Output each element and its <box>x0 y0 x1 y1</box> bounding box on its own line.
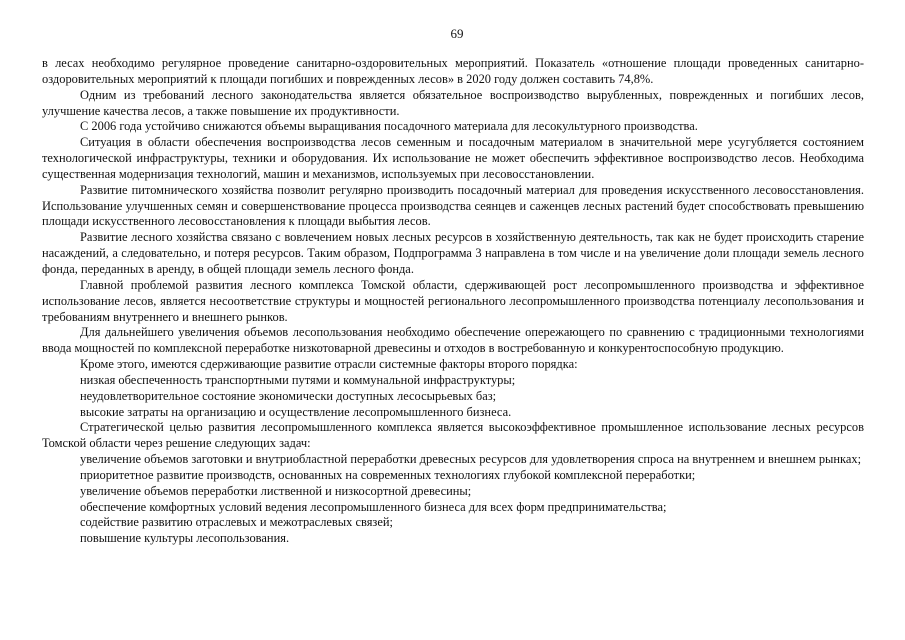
factor-item: высокие затраты на организацию и осуществление лесопромышленного бизнеса. <box>80 404 512 419</box>
factor-item: низкая обеспеченность транспортными путями и коммунальной инфраструктуры; <box>80 372 516 387</box>
task-item: обеспечение комфортных условий ведения лесопромышленного бизнеса для всех форм предпринимательства; <box>80 499 667 514</box>
paragraph-continuation: в лесах необходимо регулярное проведение санитарно-оздоровительных мероприятий. Показатель «отношение площади проведенных санитарно-оздоровительных мероприятий к площади погибших и поврежденных лесов» в 2020 году должен составить 74,8%. <box>42 56 864 86</box>
paragraph-infrastructure-situation: Ситуация в области обеспечения воспроизводства лесов семенным и посадочным материалом в значительной мере усугубляется состоянием технологической инфраструктуры, техники и оборудования. Их использование не может обеспечить эффективное воспроизводство лесов. Необходима существенная модернизация технологий, машин и механизмов, используемых при лесовосстановлении. <box>42 135 864 181</box>
paragraph-strategic-goal: Стратегической целью развития лесопромышленного комплекса является высокоэффективное промышленное использование лесных ресурсов Томской области через решение следующих задач: <box>42 420 864 451</box>
paragraph-factors-intro: Кроме этого, имеются сдерживающие развитие отрасли системные факторы второго порядка: <box>80 357 578 372</box>
paragraph-nursery-development: Развитие питомнического хозяйства позволит регулярно производить посадочный материал для проведения искусственного лесовосстановления. Использование улучшенных семян и совершенствование процесса производства сеянцев и саженцев лесных растений будет способствовать превышению площади искусственного лесовосстановления к площади выбытия лесов. <box>42 182 864 229</box>
paragraph-planting-material-decline: С 2006 года устойчиво снижаются объемы выращивания посадочного материала для лесокультурного производства. <box>80 119 698 134</box>
task-item: содействие развитию отраслевых и межотраслевых связей; <box>80 515 393 530</box>
paragraph-reforestation-requirement: Одним из требований лесного законодательства является обязательное воспроизводство вырубленных, поврежденных и погибших лесов, улучшение качества лесов, а также повышение их продуктивности. <box>42 87 864 118</box>
task-item: приоритетное развитие производств, основанных на современных технологиях глубокой комплексной переработки; <box>80 467 696 482</box>
page-number: 69 <box>450 26 464 41</box>
factor-item: неудовлетворительное состояние экономически доступных лесосырьевых баз; <box>80 388 497 403</box>
task-item: повышение культуры лесопользования. <box>80 531 290 546</box>
paragraph-forestry-development: Развитие лесного хозяйства связано с вовлечением новых лесных ресурсов в хозяйственную деятельность, так как не будет происходить старение насаждений, а следовательно, и потеря ресурсов. Таким образом, Подпрограмма 3 направлена в том числе и на увеличение доли площади земель лесного фонда, переданных в аренду, в общей площади земель лесного фонда. <box>42 230 864 276</box>
document-page <box>42 26 864 547</box>
task-item: увеличение объемов заготовки и внутриобластной переработки древесных ресурсов для удовлетворения спроса на внутреннем и внешнем рынках; <box>80 452 862 467</box>
paragraph-main-problem: Главной проблемой развития лесного комплекса Томской области, сдерживающей рост лесопромышленного производства и эффективное использование лесов, является несоответствие структуры и мощностей регионального лесопромышленного производства потенциалу лесопользования и требованиям внутреннего и внешнего рынков. <box>42 277 864 324</box>
paragraph-further-increase: Для дальнейшего увеличения объемов лесопользования необходимо обеспечение опережающего по сравнению с традиционными технологиями ввода мощностей по комплексной переработке низкотоварной древесины и отходов в востребованную и конкурентоспособную продукцию. <box>42 325 864 356</box>
task-item: увеличение объемов переработки лиственной и низкосортной древесины; <box>80 483 472 498</box>
